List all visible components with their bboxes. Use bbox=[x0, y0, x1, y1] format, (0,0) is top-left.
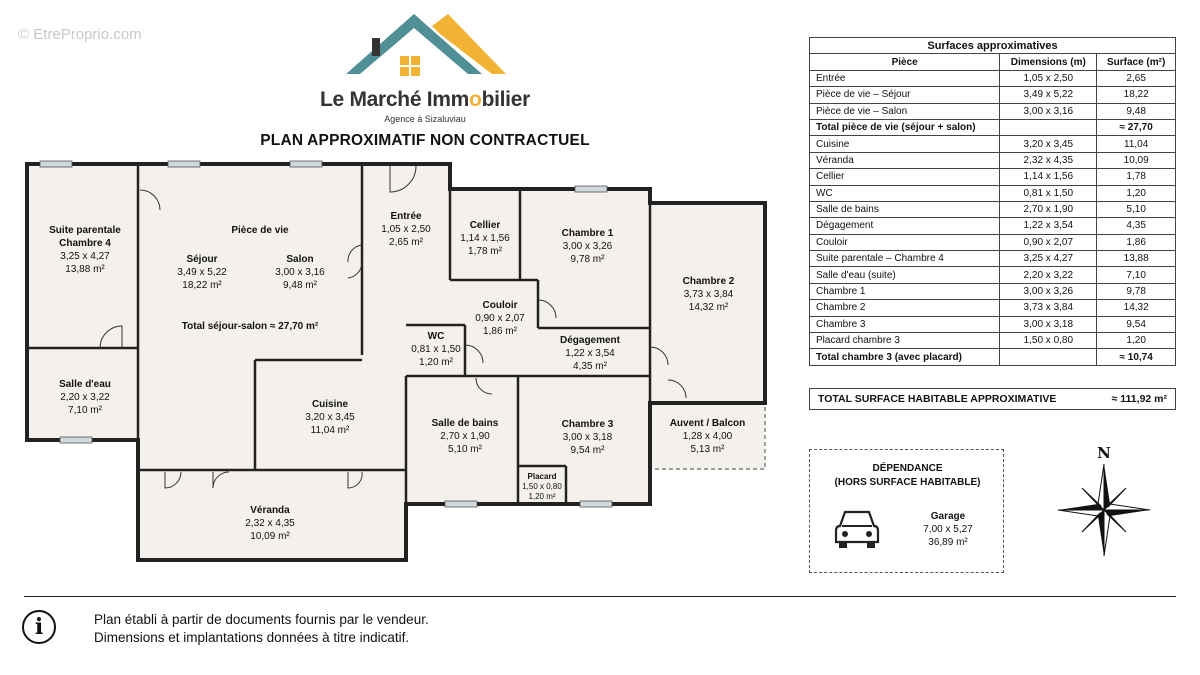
room-cellier: Cellier 1,14 x 1,56 1,78 m² bbox=[460, 220, 510, 257]
room-piece-de-vie-label: Pièce de vie bbox=[231, 225, 289, 236]
table-header-row bbox=[810, 54, 1176, 70]
footer-note-line1: Plan établi à partir de documents fournis par le vendeur. bbox=[94, 612, 429, 627]
table-header: Pièce bbox=[810, 54, 1000, 70]
info-icon: i bbox=[22, 610, 56, 644]
room-auvent-balcon: Auvent / Balcon 1,28 x 4,00 5,13 m² bbox=[669, 418, 746, 455]
table-row: Cuisine 3,20 x 3,45 11,04 bbox=[810, 136, 1176, 152]
room-chambre-2: Chambre 2 3,73 x 3,84 14,32 m² bbox=[682, 276, 735, 313]
room-salle-de-bains: Salle de bains 2,70 x 1,90 5,10 m² bbox=[431, 418, 499, 455]
table-row: Chambre 2 3,73 x 3,84 14,32 bbox=[810, 300, 1176, 316]
table-caption: Surfaces approximatives bbox=[810, 38, 1176, 54]
table-row: Dégagement 1,22 x 3,54 4,35 bbox=[810, 218, 1176, 234]
room-suite-parentale: Suite parentale Chambre 4 3,25 x 4,27 13,88 m² bbox=[49, 225, 121, 275]
surfaces-table bbox=[809, 37, 1176, 366]
table-row: Pièce de vie – Salon 3,00 x 3,16 9,48 bbox=[810, 103, 1176, 119]
table-row: Placard chambre 3 1,50 x 0,80 1,20 bbox=[810, 333, 1176, 349]
total-surface-box bbox=[809, 388, 1176, 410]
room-sejour: Séjour 3,49 x 5,22 18,22 m² bbox=[177, 254, 227, 291]
table-row: Pièce de vie – Séjour 3,49 x 5,22 18,22 bbox=[810, 87, 1176, 103]
table-row: Chambre 1 3,00 x 3,26 9,78 bbox=[810, 283, 1176, 299]
room-wc: WC 0,81 x 1,50 1,20 m² bbox=[411, 331, 461, 368]
table-row: WC 0,81 x 1,50 1,20 bbox=[810, 185, 1176, 201]
garage-info: Garage 7,00 x 5,27 36,89 m² bbox=[923, 511, 973, 548]
room-chambre-1: Chambre 1 3,00 x 3,26 9,78 m² bbox=[561, 228, 614, 265]
dependance-box bbox=[809, 449, 1004, 573]
room-salle-eau: Salle d'eau 2,20 x 3,22 7,10 m² bbox=[59, 379, 111, 416]
table-row: Cellier 1,14 x 1,56 1,78 bbox=[810, 169, 1176, 185]
table-row: Chambre 3 3,00 x 3,18 9,54 bbox=[810, 316, 1176, 332]
table-row: Salle d'eau (suite) 2,20 x 3,22 7,10 bbox=[810, 267, 1176, 283]
table-row: Total chambre 3 (avec placard) ≈ 10,74 bbox=[810, 349, 1176, 365]
room-veranda: Véranda 2,32 x 4,35 10,09 m² bbox=[245, 505, 295, 542]
total-surface-value: ≈ 111,92 m² bbox=[1111, 393, 1167, 405]
total-surface-label: TOTAL SURFACE HABITABLE APPROXIMATIVE bbox=[818, 393, 1057, 405]
dependance-title: DÉPENDANCE (HORS SURFACE HABITABLE) bbox=[834, 463, 981, 488]
table-row: Véranda 2,32 x 4,35 10,09 bbox=[810, 152, 1176, 168]
table-row: Couloir 0,90 x 2,07 1,86 bbox=[810, 234, 1176, 250]
table-row: Total pièce de vie (séjour + salon) ≈ 27,70 bbox=[810, 119, 1176, 135]
table-row: Suite parentale – Chambre 4 3,25 x 4,27 13,88 bbox=[810, 251, 1176, 267]
table-header: Dimensions (m) bbox=[1000, 54, 1097, 70]
table-row: Entrée 1,05 x 2,50 2,65 bbox=[810, 70, 1176, 86]
room-chambre-3: Chambre 3 3,00 x 3,18 9,54 m² bbox=[561, 419, 614, 456]
compass-rose-icon bbox=[1052, 442, 1157, 557]
room-cuisine: Cuisine 3,20 x 3,45 11,04 m² bbox=[305, 399, 355, 436]
plan-title: PLAN APPROXIMATIF NON CONTRACTUEL bbox=[260, 132, 590, 149]
room-couloir: Couloir 0,90 x 2,07 1,86 m² bbox=[475, 300, 525, 337]
footer-note-line2: Dimensions et implantations données à titre indicatif. bbox=[94, 630, 410, 645]
table-row: Salle de bains 2,70 x 1,90 5,10 bbox=[810, 201, 1176, 217]
brand-subtitle: Agence à Sizaluviau bbox=[384, 114, 466, 124]
brand-name: Le Marché Immobilier bbox=[320, 88, 530, 111]
watermark: © EtreProprio.com bbox=[18, 26, 142, 43]
room-degagement: Dégagement 1,22 x 3,54 4,35 m² bbox=[559, 335, 620, 372]
car-icon bbox=[832, 506, 882, 552]
footer-divider bbox=[24, 596, 1176, 597]
room-placard: Placard 1,50 x 0,80 1,20 m² bbox=[522, 472, 562, 501]
room-salon: Salon 3,00 x 3,16 9,48 m² bbox=[275, 254, 325, 291]
compass-north-label: N bbox=[1097, 444, 1111, 462]
room-total-sejour-salon: Total séjour-salon ≈ 27,70 m² bbox=[181, 321, 319, 332]
table-header: Surface (m²) bbox=[1097, 54, 1176, 70]
room-entree: Entrée 1,05 x 2,50 2,65 m² bbox=[381, 211, 431, 248]
